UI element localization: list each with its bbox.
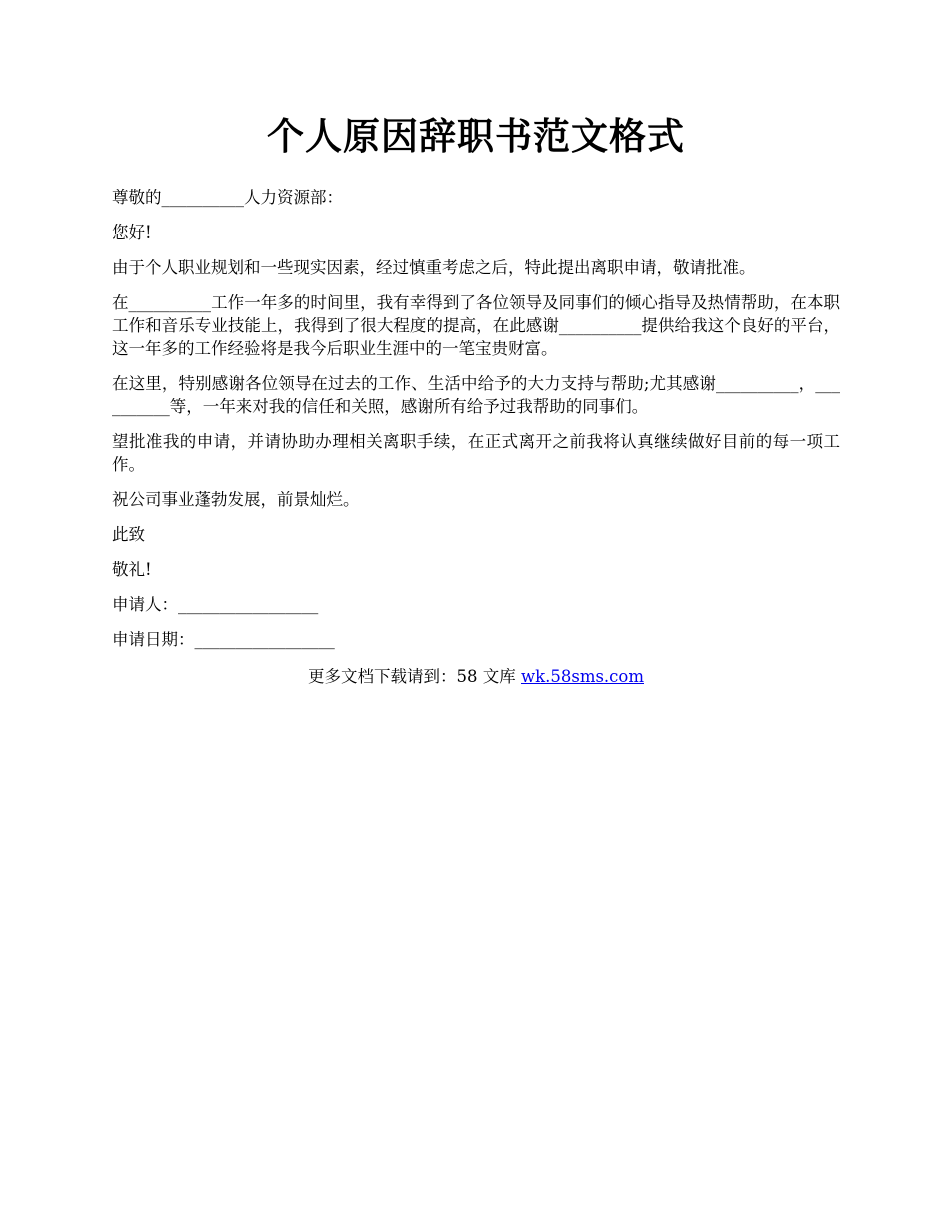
body-paragraph-reason: 由于个人职业规划和一些现实因素，经过慎重考虑之后，特此提出离职申请，敬请批准。 (112, 258, 756, 277)
document-page (112, 108, 840, 688)
body-paragraph-wishes: 祝公司事业蓬勃发展，前景灿烂。 (112, 490, 360, 509)
closing-salute: 敬礼! (112, 560, 152, 579)
salutation: 尊敬的__________人力资源部： (112, 188, 343, 207)
closing-line: 此致 (112, 525, 145, 544)
footer (112, 665, 840, 688)
greeting: 您好! (112, 223, 152, 242)
body-paragraph-experience: 在__________工作一年多的时间里，我有幸得到了各位领导及同事们的倾心指导及热情帮助，在本职工作和音乐专业技能上，我得到了很大程度的提高，在此感谢__________提供给我这个良好的平台，这一年多的工作经验将是我今后职业生涯中的一笔宝贵财富。 (112, 293, 840, 358)
body-paragraph-request: 望批准我的申请，并请协助办理相关离职手续，在正式离开之前我将认真继续做好目前的每一项工作。 (112, 432, 840, 474)
footer-link[interactable]: wk.58sms.com (520, 667, 644, 686)
document-title: 个人原因辞职书范文格式 (267, 114, 685, 158)
body-paragraph-thanks: 在这里，特别感谢各位领导在过去的工作、生活中给予的大力支持与帮助;尤其感谢__________，__________等，一年来对我的信任和关照，感谢所有给予过我帮助的同事们。 (112, 374, 840, 416)
applicant-field: 申请人：_________________ (112, 595, 319, 614)
footer-text: 更多文档下载请到：58 文库 (307, 667, 521, 686)
application-date-field: 申请日期：_________________ (112, 630, 335, 649)
